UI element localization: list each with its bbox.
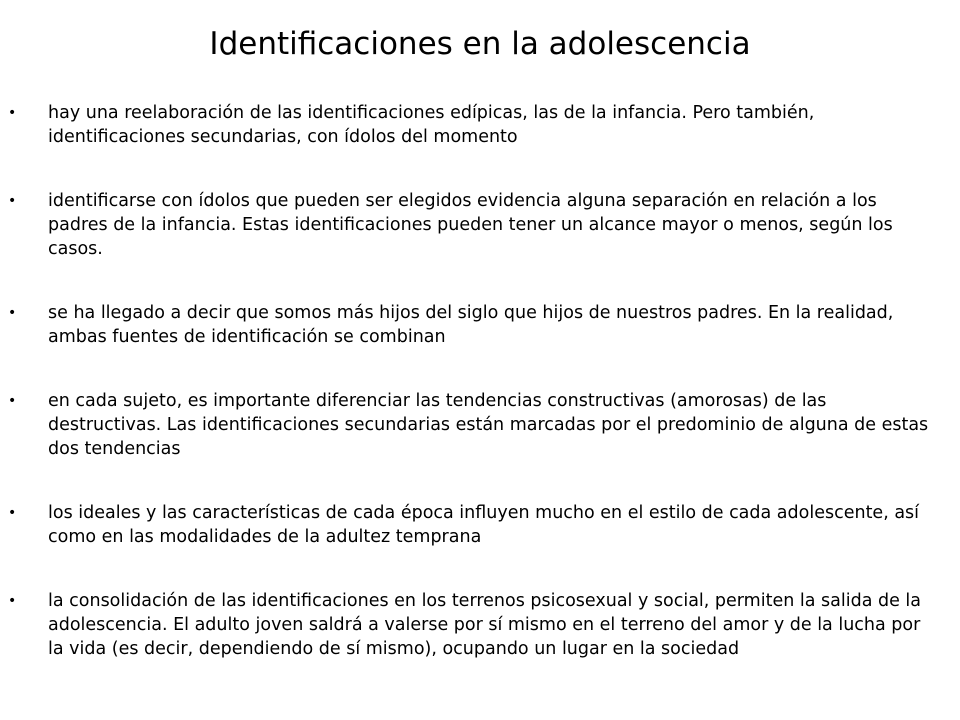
bullet-marker-icon: •: [8, 593, 17, 609]
bullet-text: se ha llegado a decir que somos más hijos del siglo que hijos de nuestros padres. En la realidad, ambas fuentes de identificación se combinan: [48, 303, 894, 347]
bullet-marker-icon: •: [8, 105, 17, 121]
bullet-marker-icon: •: [8, 193, 17, 209]
bullet-text: la consolidación de las identificaciones en los terrenos psicosexual y social, permiten la salida de la adolescencia. El adulto joven saldrá a valerse por sí mismo en el terreno del amor y de la lucha por la vida (es decir, dependiendo de sí mismo), ocupando un lugar en la sociedad: [48, 591, 922, 659]
bullet-marker-icon: •: [8, 505, 17, 521]
bullet-item: [0, 189, 960, 261]
slide-title: Identificaciones en la adolescencia: [209, 26, 751, 62]
bullet-text: identificarse con ídolos que pueden ser elegidos evidencia alguna separación en relación a los padres de la infancia. Estas identificaciones pueden tener un alcance mayor o menos, según los casos.: [48, 191, 893, 259]
bullet-item: [0, 301, 960, 349]
bullet-text: hay una reelaboración de las identificaciones edípicas, las de la infancia. Pero también, identificaciones secundarias, con ídolos del momento: [48, 103, 815, 147]
bullet-text: los ideales y las características de cada época influyen mucho en el estilo de cada adolescente, así como en las modalidades de la adultez temprana: [48, 503, 920, 547]
bullet-marker-icon: •: [8, 393, 17, 409]
bullet-item: [0, 389, 960, 461]
bullet-text: en cada sujeto, es importante diferenciar las tendencias constructivas (amorosas) de las destructivas. Las identificaciones secundarias están marcadas por el predominio de alguna de estas dos tendencias: [48, 391, 929, 459]
bullet-marker-icon: •: [8, 305, 17, 321]
bullet-item: [0, 501, 960, 549]
bullet-item: [0, 589, 960, 661]
bullet-list: [0, 101, 960, 701]
bullet-item: [0, 101, 960, 149]
